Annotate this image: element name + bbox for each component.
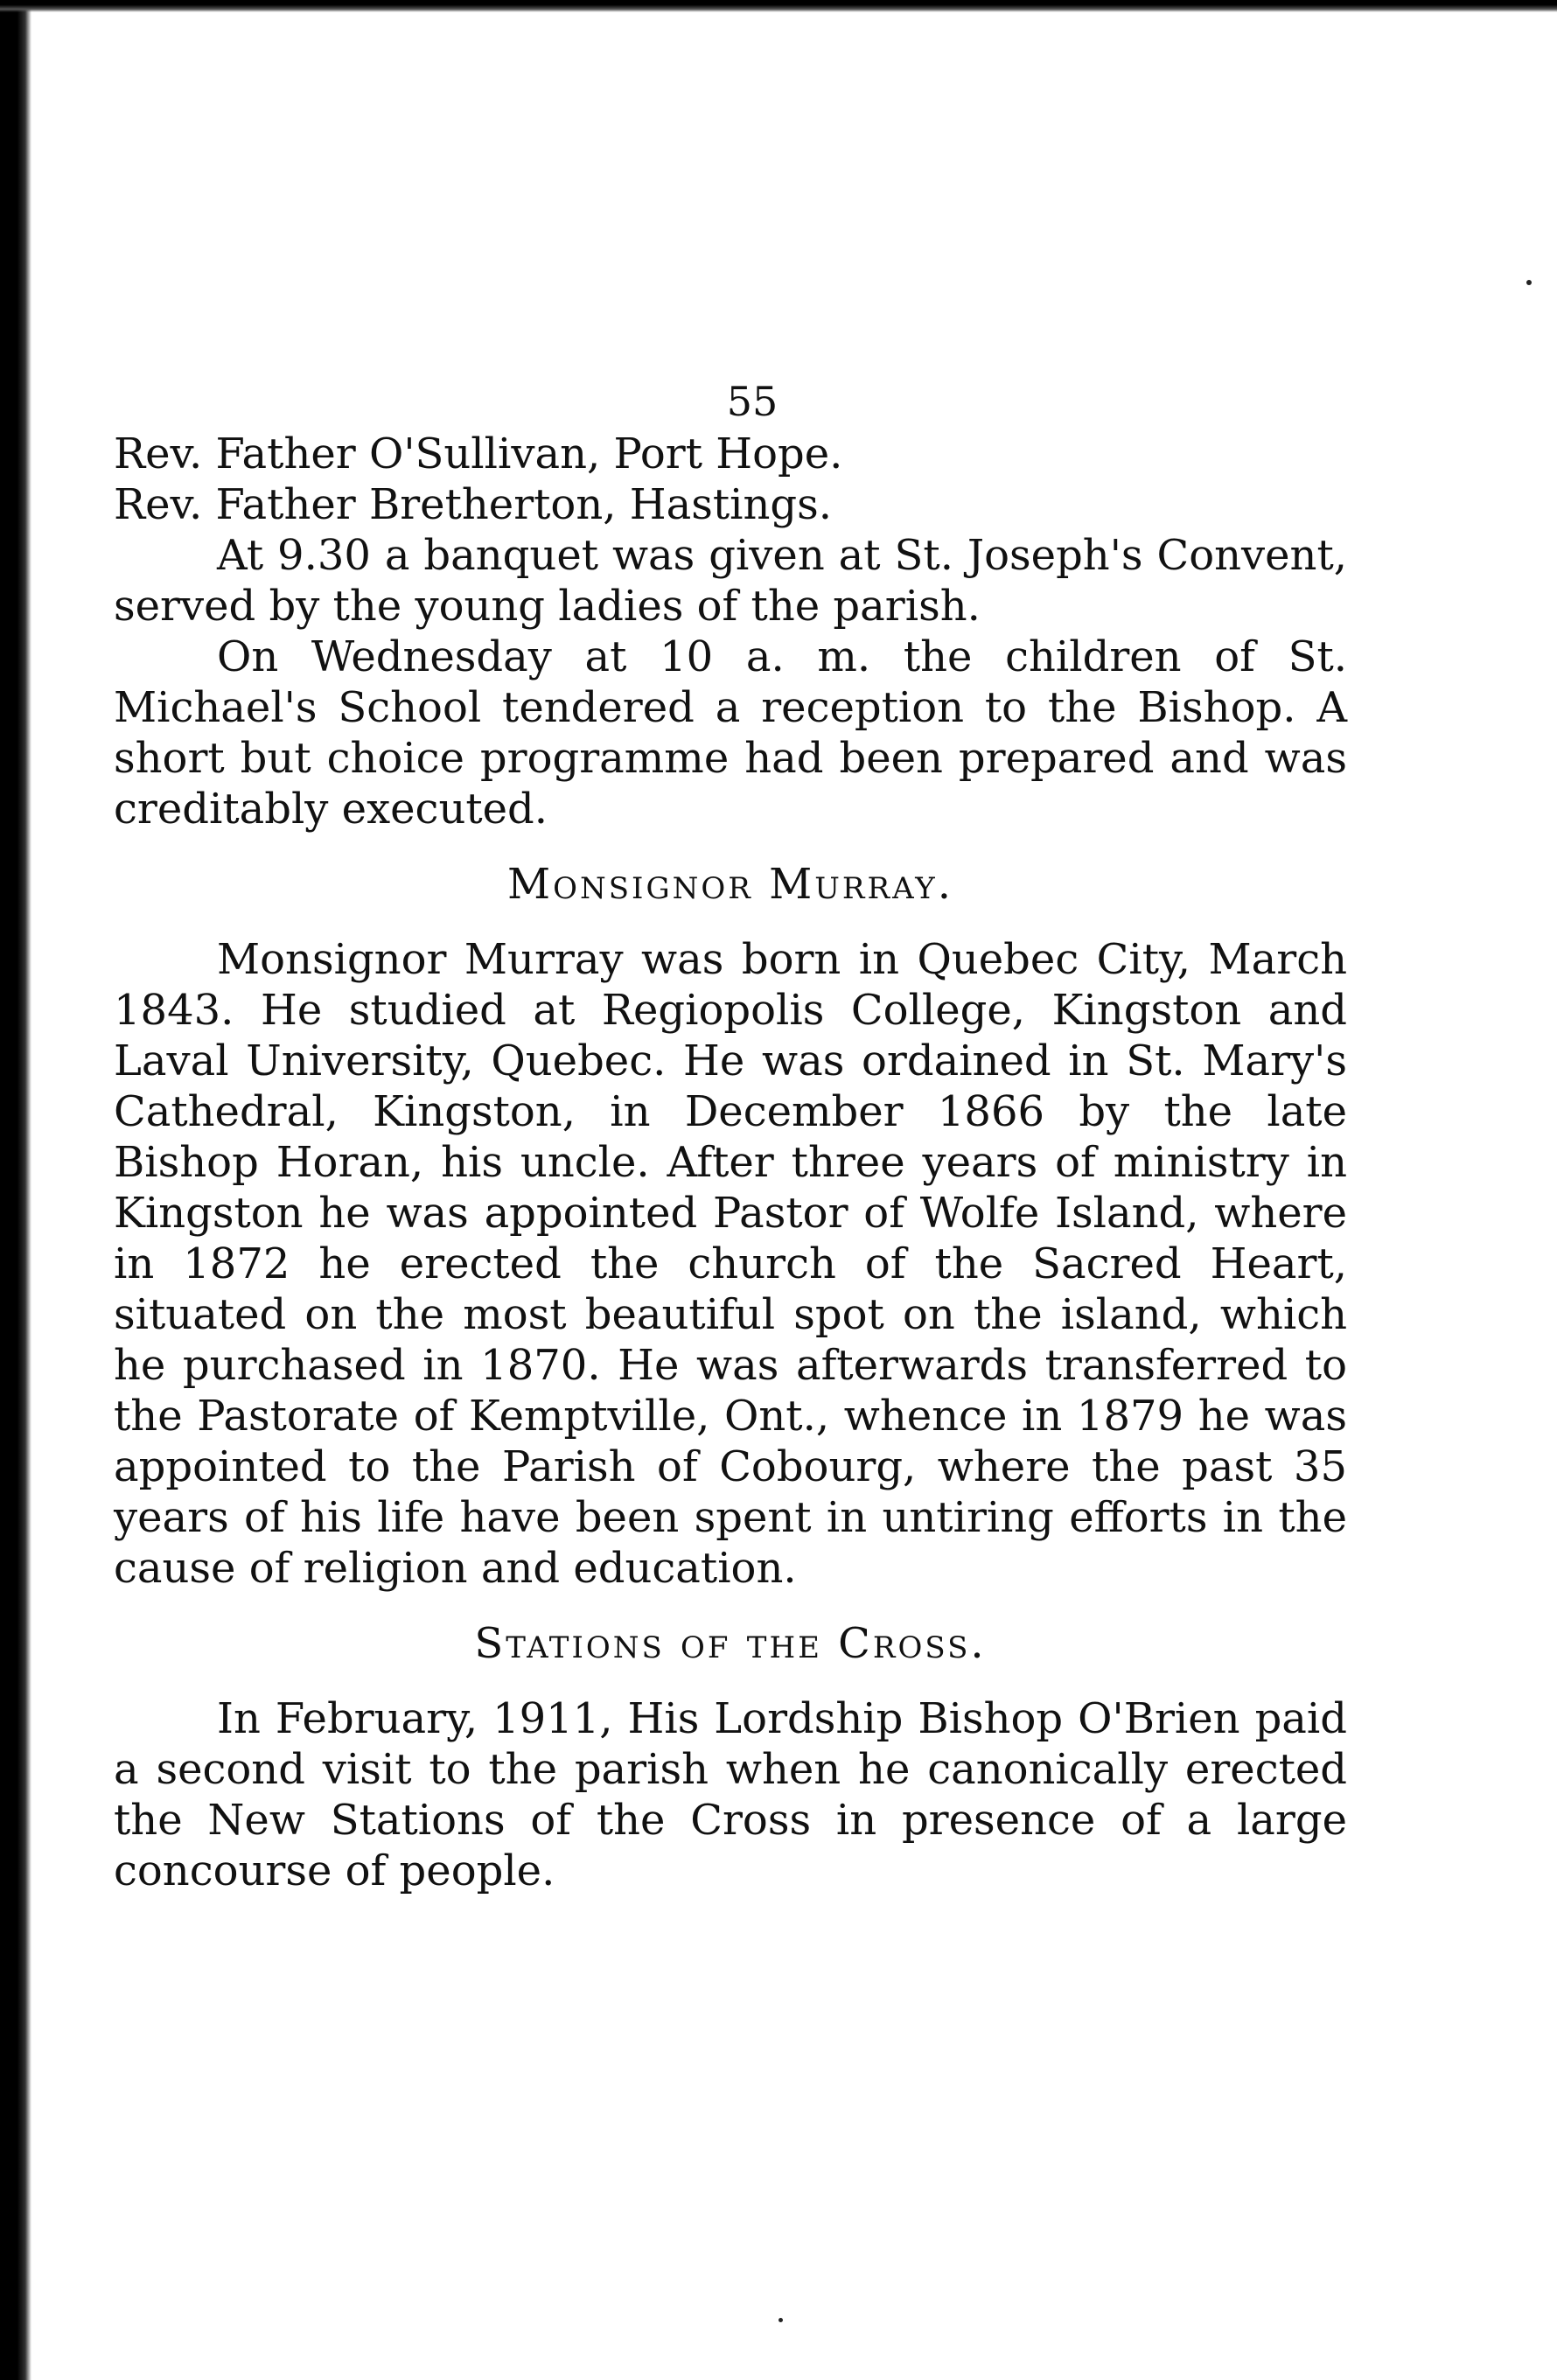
scan-border-top: [0, 0, 1557, 12]
paragraph-murray: Monsignor Murray was born in Quebec City, March 1843. He studied at Regiopolis College, Kingston and Laval University, Quebec. He was ordained in St. Mary's Cathedral, Kingston, in December 1866 by the late Bishop Horan, his uncle. After three years of ministry in Kingston he was appointed Pastor of Wolfe Island, where in 1872 he erected the church of the Sacred Heart, situated on the most beautiful spot on the island, which he purchased in 1870. He was afterwards transferred to the Pastorate of Kemptville, Ont., whence in 1879 he was appointed to the Parish of Cobourg, where the past 35 years of his life have been spent in untiring efforts in the cause of religion and education.: [114, 935, 1347, 1593]
text-line: Rev. Father O'Sullivan, Port Hope.: [114, 429, 843, 478]
scan-speck: [778, 2318, 783, 2322]
scan-border-left: [0, 0, 31, 2380]
page-body: [114, 429, 1347, 1896]
section-heading-stations: Stations of the Cross.: [474, 1619, 987, 1668]
page-number: 55: [726, 378, 778, 425]
paragraph-wednesday: On Wednesday at 10 a. m. the children of St. Michael's School tendered a reception to the Bishop. A short but choice programme had been prepared and was creditably executed.: [114, 632, 1347, 834]
section-heading-murray: Monsignor Murray.: [506, 860, 954, 909]
text-line: Rev. Father Bretherton, Hastings.: [114, 480, 833, 529]
paragraph-banquet: At 9.30 a banquet was given at St. Joseph's Convent, served by the young ladies of the parish.: [114, 531, 1347, 631]
paragraph-stations: In February, 1911, His Lordship Bishop O'Brien paid a second visit to the parish when he canonically erected the New Stations of the Cross in presence of a large concourse of people.: [114, 1694, 1347, 1895]
scan-speck: [1526, 280, 1532, 285]
